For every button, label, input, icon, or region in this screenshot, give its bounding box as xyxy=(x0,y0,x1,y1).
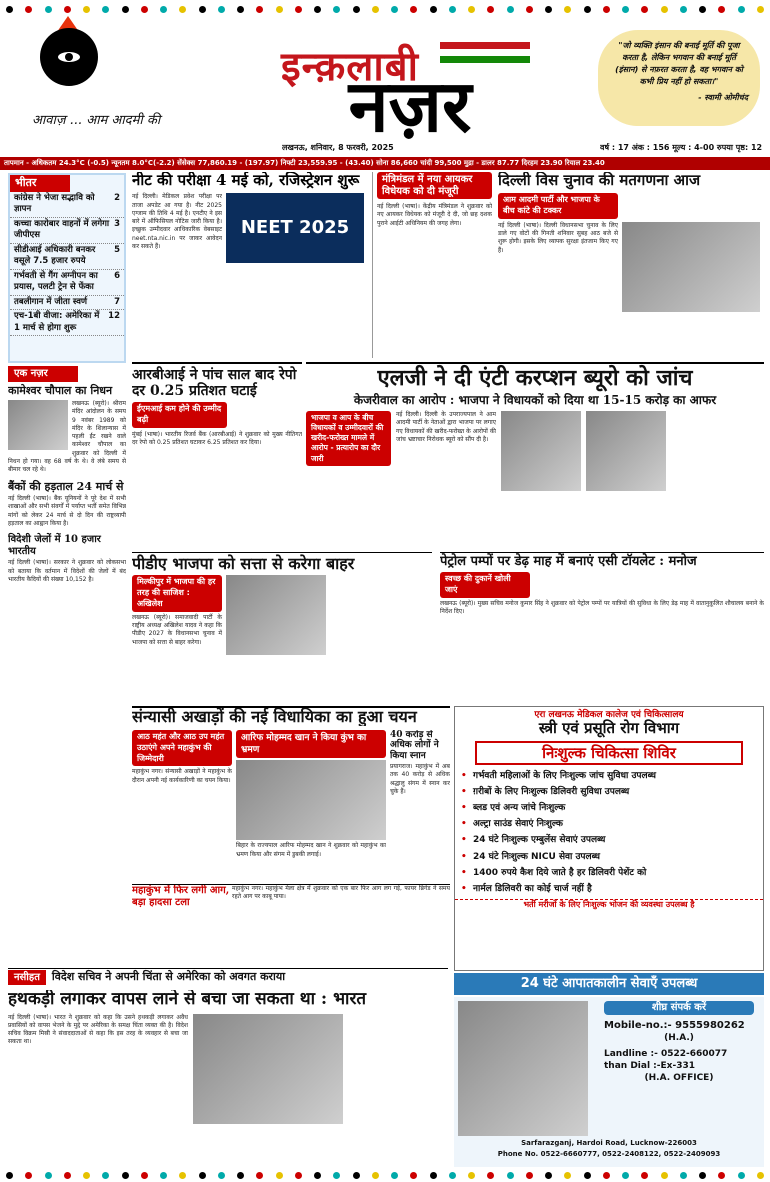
neet-story xyxy=(132,172,368,358)
newspaper-title-small: इन्क़लाबी xyxy=(281,43,419,90)
index-item[interactable]: गर्भवती से गैंग अग्नीपन का प्रयास, पलटी ट्रेन से फेंका 6 xyxy=(10,270,124,296)
pupil-icon xyxy=(65,53,73,61)
lg-photo xyxy=(586,411,666,491)
sanyasi-story xyxy=(132,730,232,880)
naseehat-tag: नसीहत xyxy=(8,970,46,986)
ad-service: • गर्भवती महिलाओं के लिए निःशुल्क जांच सुविधा उपलब्ध xyxy=(461,768,757,784)
story-text: महाकुंभ नगर। महाकुंभ मेला क्षेत्र में शुक्रवार को एक बार फिर आग लग गई, फायर ब्रिगेड ने समय रहते आग पर काबू पाया। xyxy=(232,885,450,901)
ad-title: एरा लखनऊ मेडिकल कालेज एवं चिकित्सालय xyxy=(534,710,684,720)
handcuff-story xyxy=(8,990,448,1165)
ad-service: • 1400 रुपये कैश दिये जाते है हर डिलिवरी पेशेंट को xyxy=(461,865,757,881)
story-text: महाकुंभ नगर। संन्यासी अखाड़ों ने महाकुंभ के दौरान अपनी नई कार्यकारिणी का चयन किया। xyxy=(132,768,232,784)
index-item[interactable]: सीडीआई अधिकारी बनकर वसूले 7.5 हजार रुपये 5 xyxy=(10,244,124,270)
headline: मंत्रिमंडल में नया आयकर विधेयक को दी मंजूरी xyxy=(377,172,492,199)
hospital-advertisement xyxy=(454,706,764,971)
story-text: लखनऊ (ब्यूरो)। श्रीराम मंदिर आंदोलन के समय 9 नवंबर 1989 को मंदिर के शिलान्यास में पहली ईंट रखने वाले कामेश्वर चौपाल का शुक्रवार को दिल्ली में निधन हो गया। वह 68 वर्ष के थे। वे लंबे समय से बीमार चल रहे थे। xyxy=(8,400,126,474)
story-text: नई दिल्ली (भाषा)। सरकार ने शुक्रवार को लोकसभा को बताया कि वर्तमान में विदेशों की जेलों में बंद भारतीय कैदियों की संख्या 10,152 है। xyxy=(8,559,126,583)
ad-mobile-ha: (H.A.) xyxy=(664,1033,694,1043)
headline: पीडीए भाजपा को सत्ता से करेगा बाहर xyxy=(132,554,355,573)
headline: दिल्ली विस चुनाव की मतगणना आज xyxy=(498,172,701,189)
story-text: नई दिल्ली (भाषा)। दिल्ली विधानसभा चुनाव के लिए डाले गए वोटों की गिनती शनिवार सुबह आठ बजे से शुरू होगी। इसके लिए व्यापक सुरक्षा इंतजाम किए गए हैं। xyxy=(498,221,618,254)
voting-machine-photo xyxy=(622,222,760,312)
flag-stripes xyxy=(440,42,530,64)
sanyasi-headline-bar xyxy=(132,706,450,726)
ad-service: • नार्मल डिलिवरी का कोई चार्ज नहीं है xyxy=(461,881,757,897)
index-item[interactable]: एच-1बी वीजा: अमेरिका में 1 मार्च से होगा शुरू 12 xyxy=(10,310,124,336)
subhead: आम आदमी पार्टी और भाजपा के बीच कांटे की टक्कर xyxy=(498,193,618,219)
arif-photo xyxy=(236,760,386,840)
doctor-photo xyxy=(458,1001,588,1136)
ad-landline: Landline :- 0522-660077 xyxy=(604,1049,728,1060)
headline: संन्यासी अखाड़ों की नई विधायिका का हुआ चयन xyxy=(132,707,417,726)
ad-service: • ब्लड एवं अन्य जांचे निःशुल्क xyxy=(461,800,757,816)
ad-note: भर्ती मरीजों के लिए निःशुल्क भोजन की व्यवस्था उपलब्ध है xyxy=(455,899,763,911)
subhead: केजरीवाल का आरोप : भाजपा ने विधायकों को दिया था 15-15 करोड़ का आफर xyxy=(353,393,717,408)
headline: आरिफ मोहम्मद खान ने किया कुंभ का भ्रमण xyxy=(236,730,386,758)
crore-story xyxy=(390,730,450,880)
subhead: मिल्कीपुर में भाजपा की हर तरह की साजिश : अखिलेश xyxy=(132,575,222,611)
tagline: आवाज़ ... आम आदमी की xyxy=(32,113,161,128)
ad-address: Sarfarazganj, Hardoi Road, Lucknow-226003 xyxy=(521,1139,697,1147)
headline: 40 करोड़ से अधिक लोगों ने किया स्नान xyxy=(390,730,439,761)
quote-author: - स्वामी ओमीचंद xyxy=(698,93,748,102)
ad-mobile: Mobile-no.:- 9555980262 xyxy=(604,1019,745,1031)
neet-logo-image: NEET 2025 xyxy=(226,193,364,263)
quote-box xyxy=(598,30,760,126)
story-text: नई दिल्ली। दिल्ली के उपराज्यपाल ने आम आदमी पार्टी के नेताओं द्वारा भाजपा पर लगाए गए विधायकों की खरीद-फरोख्त के आरोपों की जांच भ्रष्टाचार निरोधक ब्यूरो को सौंप दी है। xyxy=(396,411,496,443)
dateline: लखनऊ, शनिवार, 8 फरवरी, 2025 xyxy=(282,143,394,152)
story-text: प्रयागराज। महाकुंभ में अब तक 40 करोड़ से अधिक श्रद्धालु संगम में स्नान कर चुके हैं। xyxy=(390,763,450,795)
subhead: ईएमआई कम होने की उम्मीद बढ़ी xyxy=(132,402,227,428)
newspaper-title: नज़र xyxy=(348,70,472,142)
portrait-photo xyxy=(8,400,68,450)
headline: विदेशी जेलों में 10 हजार भारतीय xyxy=(8,534,101,557)
ad-service: • ग़रीबों के लिए निःशुल्क डिलिवरी सुविधा उपलब्ध xyxy=(461,784,757,800)
story-text: लखनऊ (ब्यूरो)। समाजवादी पार्टी के राष्ट्रीय अध्यक्ष अखिलेश यादव ने कहा कि पीडीए 2027 के विधानसभा चुनाव में भाजपा को सत्ता से बाहर करेगा। xyxy=(132,613,222,646)
inside-index xyxy=(8,173,126,363)
lg-story xyxy=(306,362,764,552)
headline: हथकड़ी लगाकर वापस लाने से बचा जा सकता था : भारत xyxy=(8,990,367,1009)
petrol-story xyxy=(440,552,764,702)
subhead: स्वच्छ की दुकानें खोली जाएं xyxy=(440,572,530,598)
ad-service: • अल्ट्रा साउंड सेवाएं निःशुल्क xyxy=(461,816,757,832)
registration-marks-bottom xyxy=(0,1170,770,1180)
ad-service: • 24 घंटे निःशुल्क एम्बुलेंस सेवाएं उपलब्ध xyxy=(461,832,757,848)
ad-department: स्त्री एवं प्रसूति रोग विभाग xyxy=(538,719,680,738)
ad-services-list xyxy=(455,768,763,897)
subhead: आठ महंत और आठ उप महंत उठाएंगे अपने महाकुंभ की जिम्मेदारी xyxy=(132,730,232,766)
story-text: नई दिल्ली (भाषा)। केंद्रीय मंत्रिमंडल ने शुक्रवार को नए आयकर विधेयक को मंजूरी दे दी, जो छह दशक पुराने आईटी अधिनियम की जगह लेगा। xyxy=(377,203,492,227)
lg-highlight-box: भाजपा व आप के बीच विधायकों व उम्मीदवारों की खरीद-फरोख्त मामले में आरोप - प्रत्यारोप का दौर जारी xyxy=(306,411,391,466)
headline: कामेश्वर चौपाल का निधन xyxy=(8,383,113,397)
headline: एलजी ने दी एंटी करप्शन ब्यूरो को जांच xyxy=(377,365,693,391)
delhi-election-story xyxy=(498,172,764,358)
story-text: लखनऊ (ब्यूरो)। मुख्य सचिव मनोज कुमार सिंह ने शुक्रवार को पेट्रोल पम्पों पर यात्रियों की सुविधा के लिए डेढ़ माह में वातानुकूलित शौचालय बनाने के निर्देश दिए। xyxy=(440,599,764,615)
naseehat-bar xyxy=(8,968,448,986)
ad-camp: निःशुल्क चिकित्सा शिविर xyxy=(475,741,743,765)
kejriwal-photo xyxy=(501,411,581,491)
minister-story xyxy=(372,172,492,358)
foreign-secretary-photo xyxy=(193,1014,343,1124)
story-text: नई दिल्ली (भाषा)। बैंक यूनियनों ने पूरे देश में सभी शाखाओं और सभी संवर्गों में पर्याप्त भर्ती समेत विभिन्न मांगों को लेकर 24 मार्च से दो दिन की राष्ट्रव्यापी हड़ताल का आह्वान किया है। xyxy=(8,495,126,527)
index-item[interactable]: कांग्रेस ने भेजा सद्भावि को ज्ञापन 2 xyxy=(10,192,124,218)
index-item[interactable]: कच्चा कारोबार वाहनों में लगेगा जीपीएस 3 xyxy=(10,218,124,244)
quote-text: "जो व्यक्ति इंसान की बनाई मूर्ति की पूजा करता है, लेकिन भगवान की बनाई मूर्ति (इंसान) से नफ़रत करता है, वह भगवान को कभी प्रिय नहीं हो सकता।" xyxy=(615,41,743,86)
ad-service: • 24 घंटे निःशुल्क NICU सेवा उपलब्ध xyxy=(461,849,757,865)
headline: नीट की परीक्षा 4 मई को, रजिस्ट्रेशन शुरू xyxy=(132,172,360,189)
story-text: नई दिल्ली (भाषा)। भारत ने शुक्रवार को कहा कि उसने हथकड़ी लगाकर अवैध प्रवासियों को वापस भेजने के मुद्दे पर अमेरिका के समक्ष चिंता व्यक्त की है। विदेश सचिव विक्रम मिस्री ने संवाददाताओं से कहा कि इस तरह के व्यवहार से बचा जा सकता था। xyxy=(8,1013,188,1046)
akhilesh-photo xyxy=(226,575,326,655)
issue-info: वर्ष : 17 अंक : 156 मूल्य : 4-00 रुपया पृष्ठ: 12 xyxy=(600,143,763,152)
market-ticker: तापमान - अधिकतम 24.3°C (-0.5) न्यूनतम 8.0°C(-2.2) सेंसेक्स 77,860.19 - (197.97) निफ्टी 23,559.95 - (43.40) सोना 86,660 चांदी 99,500 मुद्रा - डालर 87.77 दिरहम 23.90 रियाल 23.40 xyxy=(0,157,770,170)
story-text: बिहार के राज्यपाल आरिफ मोहम्मद खान ने शुक्रवार को महाकुंभ का भ्रमण किया और संगम में डुबकी लगाई। xyxy=(236,842,386,858)
ad-contact-heading: शीघ्र संपर्क करें xyxy=(604,1001,754,1015)
ad-dial: than Dial :-Ex-331 xyxy=(604,1061,695,1072)
index-item[interactable]: तबलीगान में जीता स्वर्ण 7 xyxy=(10,296,124,310)
story-text: नई दिल्ली। मेडिकल प्रवेश परीक्षा पर ताजा अपडेट आ गया है। नीट 2025 एग्जाम की तिथि 4 मई है। एनटीए ने इस बारे में ऑफिसियल नोटिस जारी किया है। इच्छुक उम्मीदवार आधिकारिक वेबसाइट neet.nta.nic.in पर जाकर आवेदन कर सकते हैं। xyxy=(132,193,222,250)
headline: पेट्रोल पम्पों पर डेढ़ माह में बनाएं एसी टॉयलेट : मनोज xyxy=(440,554,697,569)
fire-story xyxy=(132,884,450,964)
arif-story xyxy=(236,730,386,880)
ek-nazar-column xyxy=(8,366,126,696)
ad-emergency-banner: 24 घंटे आपातकालीन सेवाएँ उपलब्ध xyxy=(454,973,764,995)
ad-contact-panel xyxy=(454,997,764,1167)
pda-story xyxy=(132,552,432,702)
headline: बैंकों की हड़ताल 24 मार्च से xyxy=(8,479,124,493)
registration-marks xyxy=(0,4,770,14)
headline: आरबीआई ने पांच साल बाद रेपो दर 0.25 प्रतिशत घटाई xyxy=(132,367,297,400)
ad-office: (H.A. OFFICE) xyxy=(644,1073,714,1084)
ek-nazar-tag: एक नज़र xyxy=(8,366,78,382)
headline: विदेश सचिव ने अपनी चिंता से अमेरिका को अवगत कराया xyxy=(51,970,286,984)
headline: महाकुंभ में फिर लगी आग, बड़ा हादसा टला xyxy=(132,885,230,908)
index-heading: भीतर xyxy=(10,175,70,192)
story-text: मुंबई (भाषा)। भारतीय रिजर्व बैंक (आरबीआई) ने शुक्रवार को मुख्य नीतिगत दर रेपो को 0.25 प्रतिशत घटाकर 6.25 प्रतिशत कर दिया। xyxy=(132,430,302,447)
ad-phone: Phone No. 0522-6660777, 0522-2408122, 0522-2409093 xyxy=(497,1150,721,1158)
